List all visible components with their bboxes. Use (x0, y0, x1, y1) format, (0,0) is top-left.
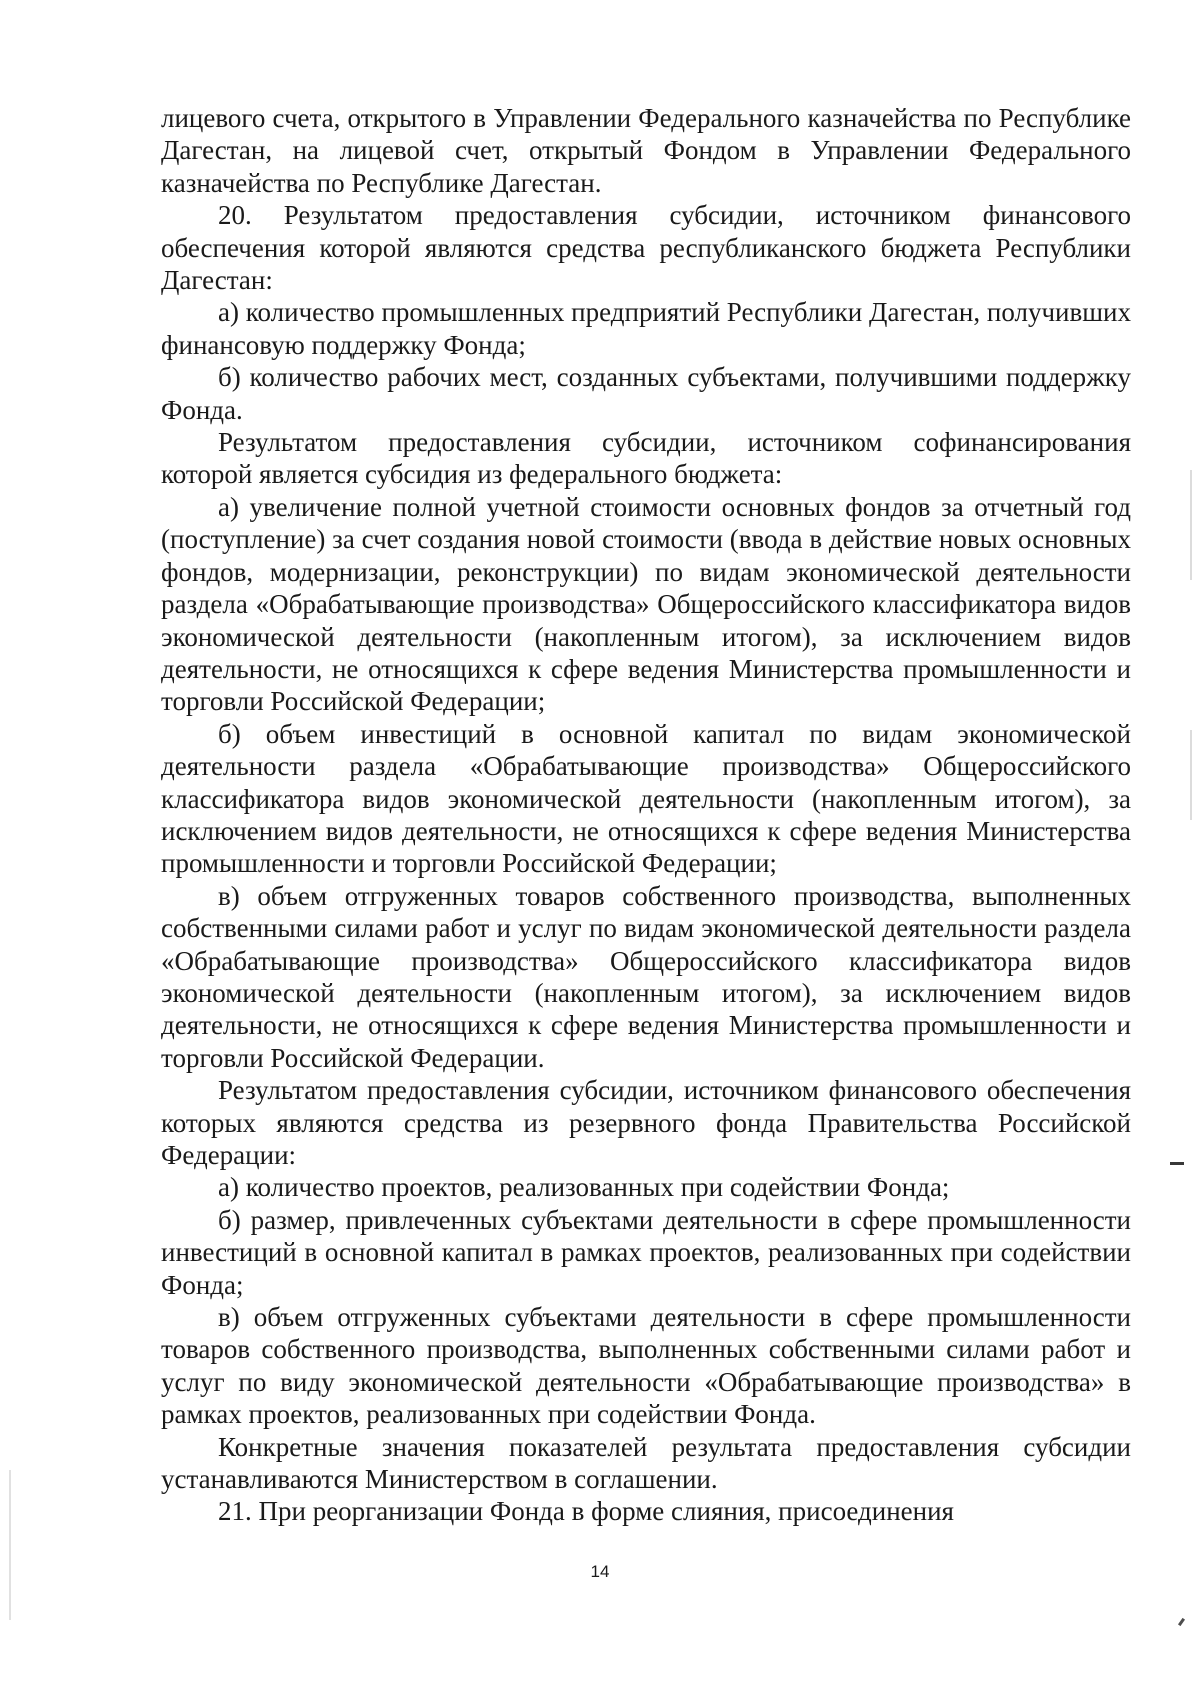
paragraph-item-21: 21. При реорганизации Фонда в форме слияния, присоединения (218, 1496, 954, 1527)
paragraph-reserve-c: в) объем отгруженных субъектами деятельности в сфере промышленности товаров собственного производства, выполненных собственными силами работ и услуг по виду экономической деятельности «Обрабатывающие производства» в рамках проектов, реализованных при содействии Фонда. (161, 1302, 1131, 1430)
paragraph-reserve-result: Результатом предоставления субсидии, источником финансового обеспечения которых являются средства из резервного фонда Правительства Российской Федерации: (161, 1075, 1131, 1170)
paragraph-federal-c: в) объем отгруженных товаров собственного производства, выполненных собственными силами работ и услуг по видам экономической деятельности раздела «Обрабатывающие производства» Общероссийского классификатора видов экономической деятельности (накопленным итогом), за исключением видов деятельности, не относящихся к сфере ведения Министерства промышленности и торговли Российской Федерации. (161, 880, 1131, 1073)
scan-mark-right-middle (1190, 730, 1192, 820)
paragraph-federal-b: б) объем инвестиций в основной капитал по видам экономической деятельности раздела «Обрабатывающие производства» Общероссийского классификатора видов экономической деятельности (накопленным итогом), за исключением видов деятельности, не относящихся к сфере ведения Министерства промышленности и торговли Российской Федерации; (161, 718, 1131, 879)
paragraph-20-b: б) количество рабочих мест, созданных субъектами, получившими поддержку Фонда. (161, 362, 1131, 425)
scan-mark-right-bottom (1178, 1618, 1185, 1626)
scan-mark-left-lower (9, 1470, 11, 1620)
document-body (161, 102, 1131, 1528)
scan-mark-right-upper (1190, 470, 1192, 580)
paragraph-reserve-a: а) количество проектов, реализованных при содействии Фонда; (218, 1172, 950, 1203)
scan-mark-right-dash (1170, 1162, 1184, 1165)
paragraph-reserve-b: б) размер, привлеченных субъектами деятельности в сфере промышленности инвестиций в основной капитал в рамках проектов, реализованных при содействии Фонда; (161, 1204, 1131, 1300)
paragraph-federal-result: Результатом предоставления субсидии, источником софинансирования которой является субсидия из федерального бюджета: (161, 427, 1131, 490)
paragraph-continuation: лицевого счета, открытого в Управлении Федерального казначейства по Республике Дагестан, на лицевой счет, открытый Фондом в Управлении Федерального казначейства по Республике Дагестан. (161, 103, 1131, 198)
paragraph-item-20: 20. Результатом предоставления субсидии, источником финансового обеспечения которой являются средства республиканского бюджета Республики Дагестан: (161, 200, 1131, 296)
paragraph-federal-a: а) увеличение полной учетной стоимости основных фондов за отчетный год (поступление) за счет создания новой стоимости (ввода в действие новых основных фондов, модернизации, реконструкции) по видам экономической деятельности раздела «Обрабатывающие производства» Общероссийского классификатора видов экономической деятельности (накопленным итогом), за исключением видов деятельности, не относящихся к сфере ведения Министерства промышленности и торговли Российской Федерации; (161, 491, 1131, 717)
page-number: 14 (590, 1562, 610, 1581)
paragraph-specific-values: Конкретные значения показателей результата предоставления субсидии устанавливаются Министерством в соглашении. (161, 1431, 1131, 1495)
paragraph-20-a: а) количество промышленных предприятий Республики Дагестан, получивших финансовую поддержку Фонда; (161, 297, 1131, 360)
